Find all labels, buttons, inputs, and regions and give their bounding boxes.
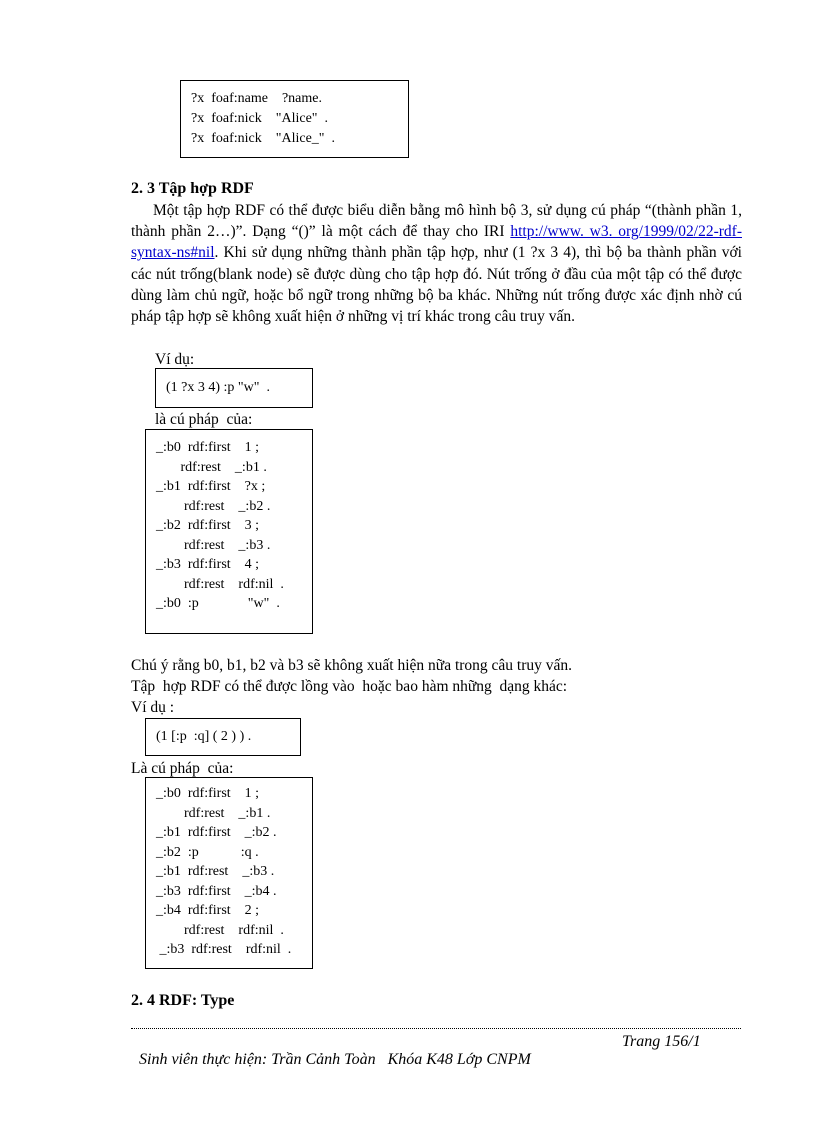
code-box-nested-example xyxy=(145,718,301,756)
section-heading: 2. 3 Tập hợp RDF xyxy=(131,180,254,197)
footer-divider xyxy=(131,1028,741,1029)
note-text: Tập hợp RDF có thể được lồng vào hoặc bao hàm những dạng khác: xyxy=(131,678,568,695)
iri-link[interactable]: http://www. w3. org/1999/02/22-rdf-syntax-ns#nil xyxy=(131,223,742,262)
code-line: _:b3 rdf:first _:b4 . xyxy=(156,883,277,899)
code-line: _:b1 rdf:rest _:b3 . xyxy=(156,864,275,879)
code-line: (1 [:p :q] ( 2 ) ) . xyxy=(156,729,252,744)
page-number: Trang 156/1 xyxy=(622,1033,701,1050)
code-box-expanded xyxy=(145,429,313,634)
syntax-label: Là cú pháp của: xyxy=(131,760,234,777)
paragraph-text: . Khi sử dụng những thành phần tập hợp, như (1 ?x 3 4), thì bộ ba thành phần với các nút trống(blank node) sẽ được dùng cho tập hợp đó. Nút trống ở đầu của một tập có thể được dùng làm chủ ngữ, hoặc bổ ngữ trong những bộ ba khác. Những nút trống được xác định nhờ cú pháp tập hợp sẽ không xuất hiện ở những vị trí khác trong câu truy vấn. xyxy=(131,244,742,326)
body-paragraph xyxy=(131,200,742,327)
code-line: _:b0 :p "w" . xyxy=(156,596,280,611)
code-line: _:b1 rdf:first ?x ; xyxy=(156,479,266,494)
footer-author: Sinh viên thực hiện: Trần Cảnh Toàn Khóa K48 Lớp CNPM xyxy=(139,1051,531,1068)
code-line: _:b2 rdf:first 3 ; xyxy=(156,518,260,533)
code-line: ?x foaf:name ?name. xyxy=(191,91,322,106)
code-line: rdf:rest _:b1 . xyxy=(156,805,271,821)
note-text: Chú ý rằng b0, b1, b2 và b3 sẽ không xuất hiện nữa trong câu truy vấn. xyxy=(131,657,573,674)
code-line: _:b0 rdf:first 1 ; xyxy=(156,440,260,455)
code-line: ?x foaf:nick "Alice_" . xyxy=(191,131,335,146)
code-line: _:b2 :p :q . xyxy=(156,844,259,860)
code-box-nested-expanded xyxy=(145,777,313,969)
syntax-label: là cú pháp của: xyxy=(155,411,253,428)
code-box-example xyxy=(155,368,313,408)
example-label: Ví dụ: xyxy=(155,351,195,368)
code-line: _:b4 rdf:first 2 ; xyxy=(156,903,260,918)
code-line: rdf:rest _:b2 . xyxy=(156,498,271,514)
paragraph-text: Một tập hợp RDF có thể được biểu diễn bằng mô hình bộ 3, sử dụng cú pháp “(thành phần 1, thành phần 2…)”. Dạng “()” là một cách để thay cho IRI xyxy=(131,202,742,241)
code-line: _:b0 rdf:first 1 ; xyxy=(156,786,260,801)
section-heading: 2. 4 RDF: Type xyxy=(131,992,235,1009)
code-box-triples xyxy=(180,80,409,158)
code-line: _:b3 rdf:first 4 ; xyxy=(156,557,260,572)
code-line: rdf:rest _:b3 . xyxy=(156,537,271,553)
example-label: Ví dụ : xyxy=(131,699,175,716)
code-line: _:b3 rdf:rest rdf:nil . xyxy=(156,942,292,957)
code-line: ?x foaf:nick "Alice" . xyxy=(191,111,328,126)
code-line: _:b1 rdf:first _:b2 . xyxy=(156,825,277,840)
code-line: (1 ?x 3 4) :p "w" . xyxy=(166,380,270,395)
code-line: rdf:rest rdf:nil . xyxy=(156,922,284,938)
page-footer xyxy=(131,1033,741,1087)
code-line: rdf:rest rdf:nil . xyxy=(156,576,284,592)
code-line: rdf:rest _:b1 . xyxy=(156,459,267,475)
